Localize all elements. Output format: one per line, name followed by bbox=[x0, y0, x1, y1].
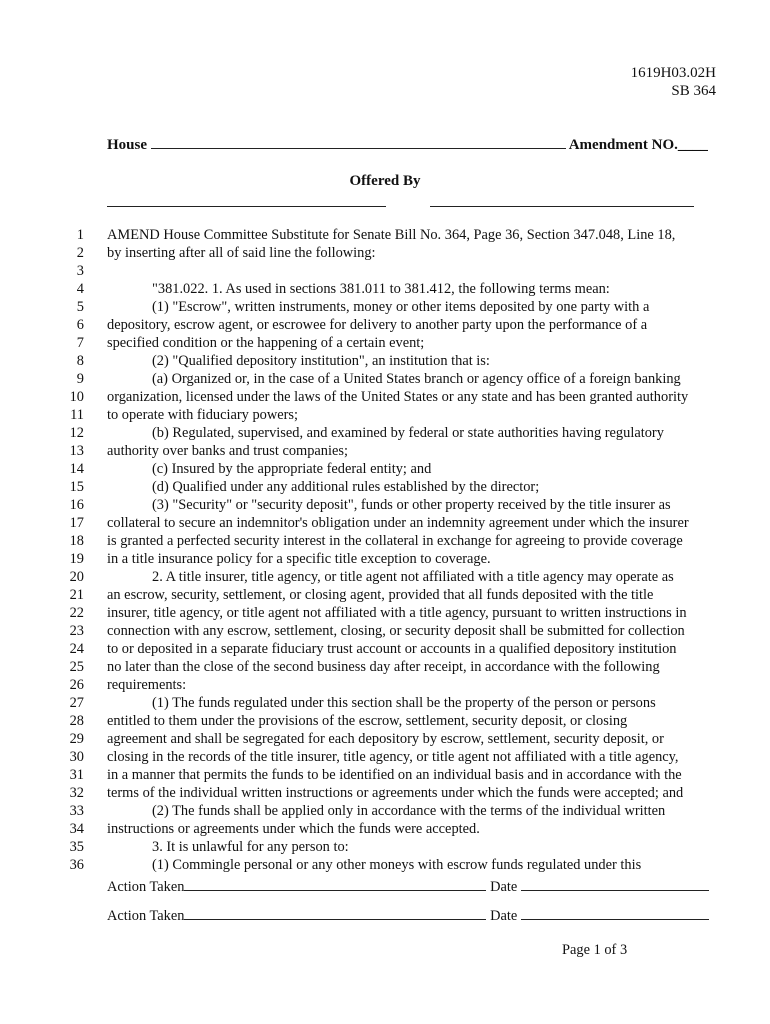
body-line bbox=[0, 730, 770, 748]
line-text: AMEND House Committee Substitute for Senate Bill No. 364, Page 36, Section 347.048, Line 18, bbox=[107, 227, 676, 243]
line-number: 27 bbox=[69, 695, 84, 711]
line-text: (2) "Qualified depository institution", an institution that is: bbox=[152, 353, 490, 369]
body-line bbox=[0, 280, 770, 298]
action-taken-label: Action Taken bbox=[107, 879, 185, 895]
line-text: in a manner that permits the funds to be identified on an individual basis and in accordance with the bbox=[107, 767, 682, 783]
line-text: (d) Qualified under any additional rules established by the director; bbox=[152, 479, 540, 495]
body-line bbox=[0, 658, 770, 676]
line-number: 4 bbox=[76, 281, 84, 297]
line-number: 8 bbox=[76, 353, 84, 369]
body-line bbox=[0, 388, 770, 406]
line-text: an escrow, security, settlement, or closing agent, provided that all funds deposited with the title bbox=[107, 587, 654, 603]
body-line bbox=[0, 820, 770, 838]
date-blank bbox=[521, 907, 709, 920]
line-number: 26 bbox=[69, 677, 84, 693]
line-text: (1) Commingle personal or any other moneys with escrow funds regulated under this bbox=[152, 857, 642, 873]
line-number: 15 bbox=[69, 479, 84, 495]
body-line bbox=[0, 370, 770, 388]
line-text: collateral to secure an indemnitor's obligation under an indemnity agreement under which the insurer bbox=[107, 515, 689, 531]
house-amendment-line bbox=[107, 136, 713, 154]
line-text: instructions or agreements under which the funds were accepted. bbox=[107, 821, 480, 837]
document-header bbox=[631, 64, 716, 100]
line-number: 18 bbox=[69, 533, 84, 549]
body-line bbox=[0, 766, 770, 784]
action-taken-label: Action Taken bbox=[107, 908, 185, 924]
action-taken-blank bbox=[184, 907, 486, 920]
line-text: to or deposited in a separate fiduciary trust account or accounts in a qualified depository institution bbox=[107, 641, 677, 657]
line-text: (2) The funds shall be applied only in accordance with the terms of the individual written bbox=[152, 803, 666, 819]
line-text: insurer, title agency, or title agent not affiliated with a title agency, pursuant to written instructions in bbox=[107, 605, 687, 621]
body-line bbox=[0, 460, 770, 478]
body-line bbox=[0, 262, 770, 280]
body-line bbox=[0, 478, 770, 496]
body-line bbox=[0, 676, 770, 694]
line-number: 11 bbox=[70, 407, 84, 423]
line-number: 33 bbox=[69, 803, 84, 819]
line-text: connection with any escrow, settlement, closing, or security deposit shall be submitted for collection bbox=[107, 623, 685, 639]
offered-by-signature-line-left bbox=[107, 206, 386, 207]
body-line bbox=[0, 856, 770, 874]
bill-number: SB 364 bbox=[671, 83, 716, 99]
line-text: (1) "Escrow", written instruments, money or other items deposited by one party with a bbox=[152, 299, 650, 315]
body-line bbox=[0, 226, 770, 244]
document-number: 1619H03.02H bbox=[630, 65, 716, 81]
line-number: 29 bbox=[69, 731, 84, 747]
body-line bbox=[0, 694, 770, 712]
body-line bbox=[0, 514, 770, 532]
page-number: Page 1 of 3 bbox=[562, 942, 628, 958]
line-text: is granted a perfected security interest in the collateral in exchange for agreeing to provide coverage bbox=[107, 533, 683, 549]
line-text: requirements: bbox=[107, 677, 187, 693]
date-blank bbox=[521, 878, 709, 891]
date-label: Date bbox=[490, 879, 518, 895]
line-text: 3. It is unlawful for any person to: bbox=[152, 839, 349, 855]
line-number: 12 bbox=[69, 425, 84, 441]
house-label: House bbox=[107, 137, 148, 153]
body-line bbox=[0, 568, 770, 586]
offered-by-signature-line-right bbox=[430, 206, 694, 207]
action-taken-blank bbox=[184, 878, 486, 891]
line-number: 21 bbox=[69, 587, 84, 603]
line-number: 7 bbox=[76, 335, 84, 351]
line-number: 32 bbox=[69, 785, 84, 801]
line-number: 14 bbox=[69, 461, 84, 477]
body-line bbox=[0, 424, 770, 442]
amendment-number-label: Amendment NO.____ bbox=[568, 137, 708, 153]
line-number: 30 bbox=[69, 749, 84, 765]
line-number: 13 bbox=[69, 443, 84, 459]
line-number: 6 bbox=[76, 317, 84, 333]
body-line bbox=[0, 442, 770, 460]
action-taken-row-1 bbox=[107, 878, 709, 896]
line-text: entitled to them under the provisions of the escrow, settlement, security deposit, or closing bbox=[107, 713, 628, 729]
body-line bbox=[0, 352, 770, 370]
amendment-body bbox=[0, 226, 770, 874]
line-text: (1) The funds regulated under this section shall be the property of the person or persons bbox=[152, 695, 656, 711]
line-text: 2. A title insurer, title agency, or title agent not affiliated with a title agency may operate as bbox=[152, 569, 674, 585]
line-number: 17 bbox=[69, 515, 84, 531]
body-line bbox=[0, 406, 770, 424]
line-number: 31 bbox=[69, 767, 84, 783]
line-number: 25 bbox=[69, 659, 84, 675]
body-line bbox=[0, 712, 770, 730]
line-number: 34 bbox=[69, 821, 84, 837]
line-number: 36 bbox=[69, 857, 84, 873]
line-number: 35 bbox=[69, 839, 84, 855]
line-text: (b) Regulated, supervised, and examined by federal or state authorities having regulatory bbox=[152, 425, 664, 441]
body-line bbox=[0, 802, 770, 820]
body-line bbox=[0, 622, 770, 640]
body-line bbox=[0, 640, 770, 658]
body-line bbox=[0, 604, 770, 622]
line-number: 19 bbox=[69, 551, 84, 567]
body-line bbox=[0, 496, 770, 514]
line-text: depository, escrow agent, or escrowee for delivery to another party upon the performance of a bbox=[107, 317, 648, 333]
line-text: to operate with fiduciary powers; bbox=[107, 407, 299, 423]
line-number: 28 bbox=[69, 713, 84, 729]
line-text: "381.022. 1. As used in sections 381.011 to 381.412, the following terms mean: bbox=[152, 281, 610, 297]
line-number: 1 bbox=[76, 227, 84, 243]
line-text: in a title insurance policy for a specific title exception to coverage. bbox=[107, 551, 491, 567]
line-text: (c) Insured by the appropriate federal entity; and bbox=[152, 461, 432, 477]
line-text: no later than the close of the second business day after receipt, in accordance with the following bbox=[107, 659, 660, 675]
line-number: 3 bbox=[76, 263, 84, 279]
line-number: 2 bbox=[76, 245, 84, 261]
body-line bbox=[0, 838, 770, 856]
line-number: 16 bbox=[69, 497, 84, 513]
body-line bbox=[0, 586, 770, 604]
line-number: 5 bbox=[76, 299, 84, 315]
body-line bbox=[0, 334, 770, 352]
date-label: Date bbox=[490, 908, 518, 924]
line-text: closing in the records of the title insurer, title agency, or title agent not affiliated with a title agency, bbox=[107, 749, 679, 765]
line-number: 24 bbox=[69, 641, 84, 657]
body-line bbox=[0, 748, 770, 766]
body-line bbox=[0, 550, 770, 568]
line-text: (a) Organized or, in the case of a United States branch or agency office of a foreign banking bbox=[152, 371, 681, 387]
line-text: authority over banks and trust companies; bbox=[107, 443, 348, 459]
offered-by-heading: Offered By bbox=[349, 173, 421, 189]
body-line bbox=[0, 298, 770, 316]
line-number: 23 bbox=[69, 623, 84, 639]
line-number: 20 bbox=[69, 569, 84, 585]
body-line bbox=[0, 244, 770, 262]
body-line bbox=[0, 532, 770, 550]
line-text: organization, licensed under the laws of the United States or any state and has been granted authority bbox=[107, 389, 689, 405]
house-blank bbox=[151, 136, 566, 149]
line-text: specified condition or the happening of a certain event; bbox=[107, 335, 425, 351]
line-text: (3) "Security" or "security deposit", funds or other property received by the title insurer as bbox=[152, 497, 671, 513]
line-text: agreement and shall be segregated for each depository by escrow, settlement, security deposit, or bbox=[107, 731, 664, 747]
body-line bbox=[0, 316, 770, 334]
line-number: 10 bbox=[69, 389, 84, 405]
action-taken-row-2 bbox=[107, 907, 709, 925]
line-text: by inserting after all of said line the following: bbox=[107, 245, 376, 261]
line-number: 22 bbox=[69, 605, 84, 621]
line-text: terms of the individual written instructions or agreements under which the funds were accepted; and bbox=[107, 785, 684, 801]
body-line bbox=[0, 784, 770, 802]
line-number: 9 bbox=[76, 371, 84, 387]
